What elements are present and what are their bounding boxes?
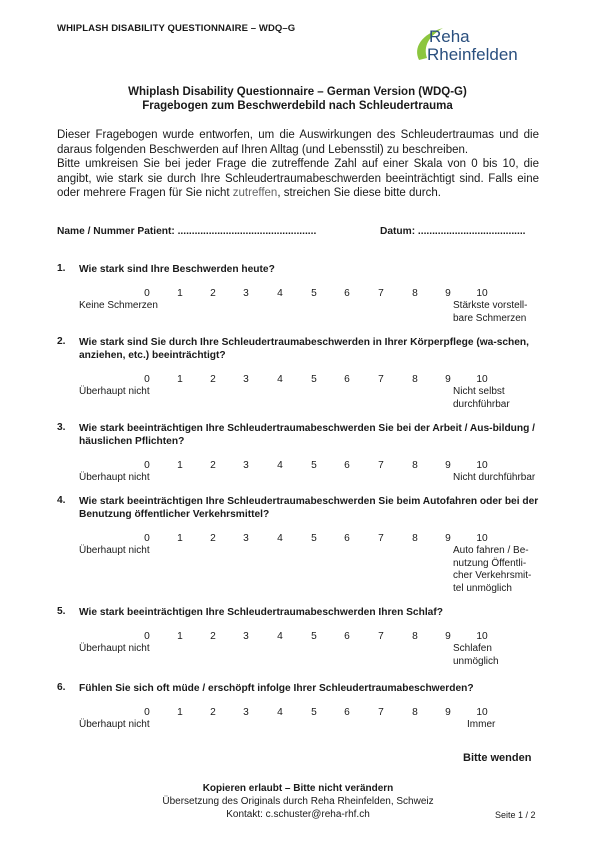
question-number: 2. [57, 336, 66, 347]
scale-anchor-high: Stärkste vorstell- bare Schmerzen [453, 300, 528, 324]
scale-option-1[interactable]: 1 [177, 631, 183, 642]
scale-option-8[interactable]: 8 [412, 707, 418, 718]
scale-option-0[interactable]: 0 [144, 707, 150, 718]
question-text: Wie stark beeinträchtigen Ihre Schleudertraumabeschwerden Ihren Schlaf? [79, 607, 443, 618]
scale-anchor-high: Nicht selbst durchführbar [453, 386, 510, 410]
scale-option-4[interactable]: 4 [277, 460, 283, 471]
scale-option-10[interactable]: 10 [476, 533, 488, 544]
question-text: Wie stark beeinträchtigen Ihre Schleudertraumabeschwerden Sie beim Autofahren oder bei der Benutzung öffentlicher Verkehrsmittel? [79, 496, 539, 521]
question-number: 4. [57, 495, 66, 506]
scale-option-1[interactable]: 1 [177, 707, 183, 718]
scale-anchor-high: Schlafen unmöglich [453, 643, 499, 667]
scale-option-5[interactable]: 5 [311, 374, 317, 385]
scale-option-7[interactable]: 7 [378, 533, 384, 544]
scale-option-6[interactable]: 6 [344, 288, 350, 299]
scale-option-2[interactable]: 2 [210, 460, 216, 471]
scale-option-2[interactable]: 2 [210, 707, 216, 718]
scale-anchor-low: Überhaupt nicht [79, 719, 150, 730]
footer-copy-note: Kopieren erlaubt – Bitte nicht verändern [202, 783, 394, 794]
footer-contact: Kontakt: c.schuster@reha-rhf.ch [226, 809, 370, 820]
reha-rheinfelden-logo [413, 22, 543, 70]
scale-option-2[interactable]: 2 [210, 533, 216, 544]
date-field[interactable]: Datum: ...................................... [380, 226, 526, 237]
scale-option-8[interactable]: 8 [412, 631, 418, 642]
scale-option-4[interactable]: 4 [277, 533, 283, 544]
scale-option-4[interactable]: 4 [277, 288, 283, 299]
scale-option-0[interactable]: 0 [144, 460, 150, 471]
scale-option-5[interactable]: 5 [311, 707, 317, 718]
scale-anchor-low: Überhaupt nicht [79, 643, 150, 654]
scale-anchor-high: Nicht durchführbar [453, 472, 536, 483]
scale-option-7[interactable]: 7 [378, 374, 384, 385]
scale-anchor-high: Immer [467, 719, 496, 730]
scale-option-8[interactable]: 8 [412, 460, 418, 471]
intro-text-part: Bitte umkreisen Sie bei jeder Frage die zutreffende Zahl auf einer Skala von 0 bis 10, die angibt, wie stark sie durch Ihre Schleudertraumabeschwerden beeinträchtigt sind. Falls eine oder mehrere Fragen für Sie nicht [57, 158, 539, 200]
scale-option-9[interactable]: 9 [445, 460, 451, 471]
scale-option-10[interactable]: 10 [476, 288, 488, 299]
logo-text-rheinfelden: Rheinfelden [427, 45, 518, 64]
scale-option-8[interactable]: 8 [412, 374, 418, 385]
scale-anchor-low: Überhaupt nicht [79, 472, 150, 483]
scale-option-1[interactable]: 1 [177, 533, 183, 544]
scale-option-8[interactable]: 8 [412, 288, 418, 299]
scale-option-6[interactable]: 6 [344, 707, 350, 718]
scale-option-10[interactable]: 10 [476, 707, 488, 718]
scale-option-3[interactable]: 3 [243, 288, 249, 299]
scale-option-3[interactable]: 3 [243, 707, 249, 718]
scale-option-3[interactable]: 3 [243, 533, 249, 544]
scale-option-5[interactable]: 5 [311, 533, 317, 544]
scale-option-6[interactable]: 6 [344, 533, 350, 544]
document-title: Whiplash Disability Questionnaire – German Version (WDQ-G) [128, 86, 467, 98]
scale-option-7[interactable]: 7 [378, 707, 384, 718]
scale-option-0[interactable]: 0 [144, 374, 150, 385]
question-number: 5. [57, 606, 66, 617]
scale-option-7[interactable]: 7 [378, 288, 384, 299]
scale-option-4[interactable]: 4 [277, 374, 283, 385]
patient-field[interactable]: Name / Nummer Patient: ................................................. [57, 226, 317, 237]
scale-option-9[interactable]: 9 [445, 631, 451, 642]
scale-option-5[interactable]: 5 [311, 460, 317, 471]
scale-option-3[interactable]: 3 [243, 374, 249, 385]
scale-option-10[interactable]: 10 [476, 631, 488, 642]
scale-option-4[interactable]: 4 [277, 631, 283, 642]
scale-anchor-high: Auto fahren / Be- nutzung Öffentli- cher Verkehrsmit- tel unmöglich [453, 545, 532, 594]
scale-option-0[interactable]: 0 [144, 533, 150, 544]
intro-paragraph-1: Dieser Fragebogen wurde entworfen, um die Auswirkungen des Schleudertraumas und die daraus folgenden Beschwerden auf Ihren Alltag (und Lebensstil) zu beschreiben. [57, 129, 539, 156]
question-number: 3. [57, 422, 66, 433]
scale-option-6[interactable]: 6 [344, 374, 350, 385]
scale-option-10[interactable]: 10 [476, 374, 488, 385]
document-subtitle: Fragebogen zum Beschwerdebild nach Schleudertrauma [142, 100, 453, 112]
question-text: Wie stark beeinträchtigen Ihre Schleudertraumabeschwerden Sie bei der Arbeit / Aus-bildung / häuslichen Pflichten? [79, 423, 535, 448]
scale-option-6[interactable]: 6 [344, 631, 350, 642]
scale-anchor-low: Überhaupt nicht [79, 386, 150, 397]
header-title: WHIPLASH DISABILITY QUESTIONNAIRE – WDQ–G [57, 23, 296, 34]
scale-option-10[interactable]: 10 [476, 460, 488, 471]
question-text: Fühlen Sie sich oft müde / erschöpft infolge Ihrer Schleudertraumabeschwerden? [79, 683, 474, 694]
scale-option-4[interactable]: 4 [277, 707, 283, 718]
scale-option-9[interactable]: 9 [445, 533, 451, 544]
scale-option-5[interactable]: 5 [311, 631, 317, 642]
scale-option-1[interactable]: 1 [177, 374, 183, 385]
scale-option-0[interactable]: 0 [144, 288, 150, 299]
scale-anchor-low: Keine Schmerzen [79, 300, 158, 311]
intro-text-part: zutreffen [232, 187, 278, 200]
intro-paragraph-2 [57, 157, 539, 201]
scale-option-3[interactable]: 3 [243, 460, 249, 471]
scale-option-5[interactable]: 5 [311, 288, 317, 299]
scale-option-7[interactable]: 7 [378, 460, 384, 471]
scale-option-8[interactable]: 8 [412, 533, 418, 544]
question-number: 1. [57, 263, 66, 274]
please-turn-over: Bitte wenden [463, 752, 532, 764]
scale-option-1[interactable]: 1 [177, 288, 183, 299]
scale-option-9[interactable]: 9 [445, 374, 451, 385]
scale-option-7[interactable]: 7 [378, 631, 384, 642]
scale-option-2[interactable]: 2 [210, 631, 216, 642]
scale-option-0[interactable]: 0 [144, 631, 150, 642]
logo-text-reha: Reha [429, 27, 470, 46]
question-text: Wie stark sind Sie durch Ihre Schleudertraumabeschwerden in Ihrer Körperpflege (wa-schen, anziehen, etc.) beeinträchtigt? [79, 337, 529, 362]
scale-option-2[interactable]: 2 [210, 288, 216, 299]
scale-option-2[interactable]: 2 [210, 374, 216, 385]
scale-option-9[interactable]: 9 [445, 288, 451, 299]
scale-option-3[interactable]: 3 [243, 631, 249, 642]
page-number: Seite 1 / 2 [495, 810, 536, 820]
scale-option-1[interactable]: 1 [177, 460, 183, 471]
scale-option-6[interactable]: 6 [344, 460, 350, 471]
scale-option-9[interactable]: 9 [445, 707, 451, 718]
question-number: 6. [57, 682, 66, 693]
intro-text [57, 128, 539, 201]
scale-anchor-low: Überhaupt nicht [79, 545, 150, 556]
footer-translation: Übersetzung des Originals durch Reha Rheinfelden, Schweiz [162, 796, 434, 807]
question-text: Wie stark sind Ihre Beschwerden heute? [79, 264, 275, 275]
intro-text-part: , streichen Sie diese bitte durch. [277, 187, 441, 200]
